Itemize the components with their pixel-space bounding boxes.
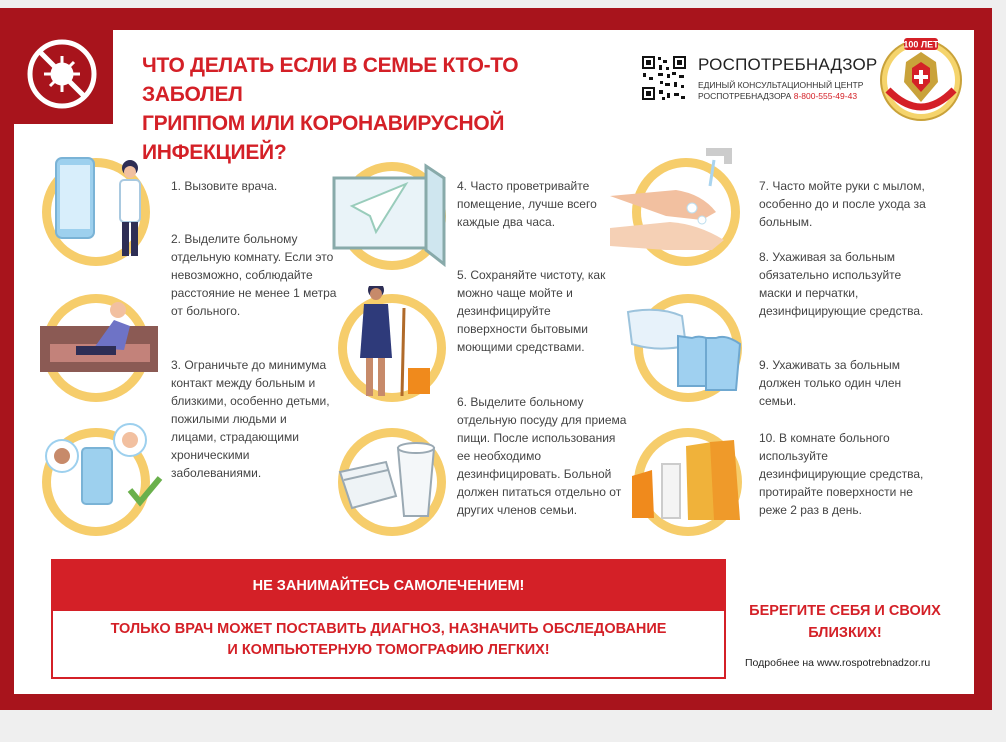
care-line-1: БЕРЕГИТЕ СЕБЯ И СВОИХ [749,603,941,619]
video-call-illustration [34,420,164,545]
org-subtitle [698,80,868,102]
warning-text [53,619,724,661]
hotline-phone[interactable]: 8-800-555-49-43 [793,91,858,101]
anniversary-emblem [876,32,966,124]
advice-2: 2. Выделите больному отдельную комнату. Если это невозможно, соблюдайте расстояние не менее 1 метра от больного. [171,232,337,318]
title-line-1: ЧТО ДЕЛАТЬ ЕСЛИ В СЕМЬЕ КТО-ТО ЗАБОЛЕЛ [142,54,519,106]
website-link[interactable]: www.rospotrebnadzor.ru [816,657,931,669]
warning-line-1: ТОЛЬКО ВРАЧ МОЖЕТ ПОСТАВИТЬ ДИАГНОЗ, НАЗНАЧИТЬ ОБСЛЕДОВАНИЕ [110,621,667,637]
advice-5: 5. Сохраняйте чистоту, как можно чаще мойте и дезинфицируйте поверхности бытовыми моющими средствами. [457,268,606,354]
dishes-illustration [330,420,460,545]
self-treatment-warning [51,559,726,679]
title-line-2: ГРИППОМ ИЛИ КОРОНАВИРУСНОЙ ИНФЕКЦИЕЙ? [142,112,505,164]
care-line-2: БЛИЗКИХ! [808,625,882,641]
org-sub-line-1: ЕДИНЫЙ КОНСУЛЬТАЦИОННЫЙ ЦЕНТР [698,80,864,90]
mask-gloves-illustration [622,286,752,411]
advice-10: 10. В комнате больного используйте дезинфицирующие средства, протирайте поверхности не реже 2 раз в день. [759,431,924,517]
advice-6: 6. Выделите больному отдельную посуду для приема пищи. После использования ее необходимо дезинфицировать. Больной должен питаться отдельно от других членов семьи. [457,395,627,517]
sick-person-illustration [34,286,164,411]
org-sub-line-2: РОСПОТРЕБНАДЗОРА [698,91,792,101]
window-illustration [330,154,460,279]
page-title [142,51,612,167]
warning-line-2: И КОМПЬЮТЕРНУЮ ТОМОГРАФИЮ ЛЕГКИХ! [227,642,550,658]
handwash-illustration [606,146,746,275]
more-info [745,657,955,669]
no-virus-badge [14,24,112,124]
advice-9: 9. Ухаживать за больным должен только один член семьи. [759,358,902,408]
qr-code [641,55,687,101]
more-info-prefix: Подробнее на [745,657,815,669]
cleaning-illustration [330,286,460,411]
doctor-illustration [34,150,164,275]
warning-heading: НЕ ЗАНИМАЙТЕСЬ САМОЛЕЧЕНИЕМ! [53,561,724,611]
advice-3: 3. Ограничьте до минимума контакт между больным и близкими, особенно детьми, пожилыми людьми и лицами, страдающими хроническими заболеваниями. [171,358,330,480]
disinfectant-illustration [622,420,752,545]
advice-4: 4. Часто проветривайте помещение, лучше всего каждые два часа. [457,179,597,229]
no-virus-icon [14,24,112,124]
advice-8: 8. Ухаживая за больным обязательно используйте маски и перчатки, дезинфицирующие средства. [759,250,924,318]
org-name: РОСПОТРЕБНАДЗОР [698,55,878,74]
take-care-message [740,600,950,644]
emblem-label: 100 ЛЕТ [903,39,939,50]
org-info [698,55,878,102]
advice-7: 7. Часто мойте руки с мылом, особенно до и после ухода за больным. [759,179,926,229]
advice-1: 1. Вызовите врача. [171,179,278,193]
